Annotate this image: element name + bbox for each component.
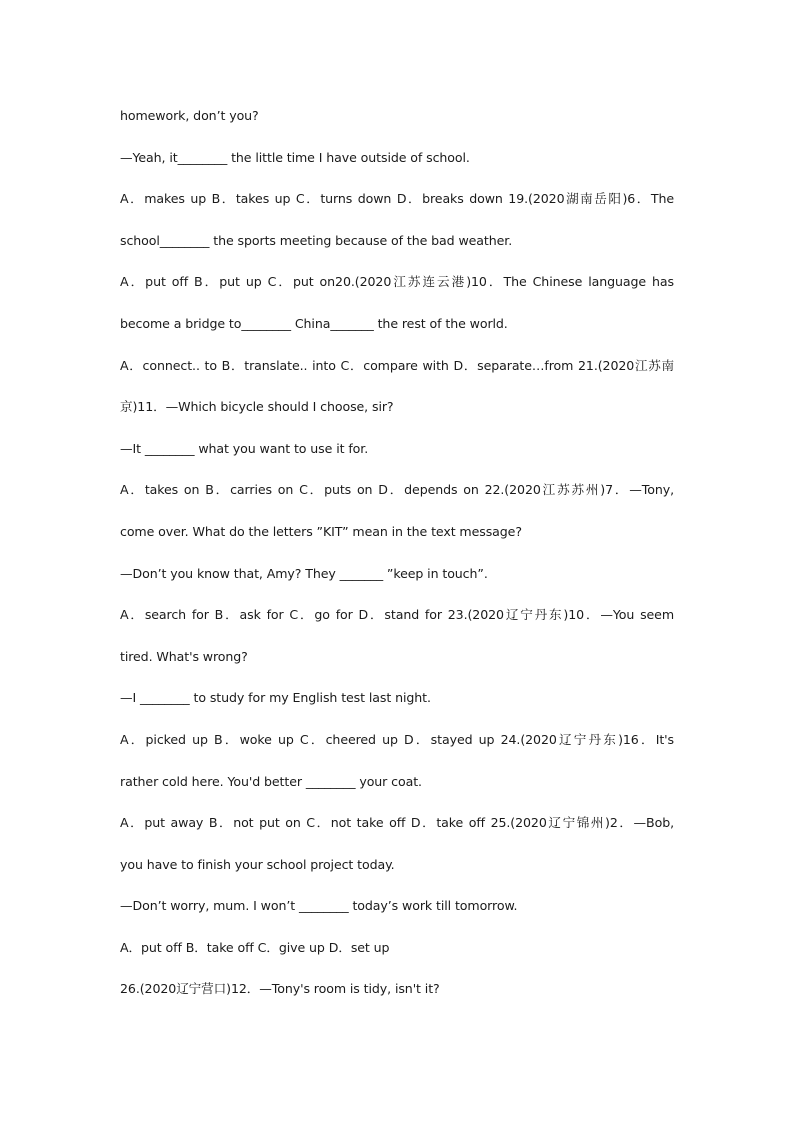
text-line-continuation: homework, don’t you? (120, 108, 259, 123)
text-line-options-q23: A．search for B．ask for C．go for D．stand for 23.(2020辽宁丹东)10．—You seem (120, 607, 674, 623)
text-line-question-q19: school________ the sports meeting because of the bad weather. (120, 232, 513, 248)
document-body (120, 103, 674, 1018)
text-line-answer-q23: —I ________ to study for my English test last night. (120, 690, 431, 706)
text-line-question-q25: you have to finish your school project today. (120, 856, 395, 872)
text-line-options-q19: A．makes up B．takes up C．turns down D．breaks down 19.(2020湖南岳阳)6．The (120, 191, 674, 207)
text-line-question-q21: 京)11．—Which bicycle should I choose, sir? (120, 399, 394, 415)
text-line-answer: —Yeah, it________ the little time I have outside of school. (120, 149, 470, 165)
text-line-options-q25: A．put away B．not put on C．not take off D．take off 25.(2020辽宁锦州)2．—Bob, (120, 815, 674, 831)
text-line-answer-q21: —It ________ what you want to use it for. (120, 440, 369, 456)
text-line-options-q20: A．put off B．put up C．put on20.(2020江苏连云港)10．The Chinese language has (120, 274, 674, 290)
text-line-options-q25-answers: A．put off B．take off C．give up D．set up (120, 939, 390, 955)
text-line-answer-q25: —Don’t worry, mum. I won’t ________ today’s work till tomorrow. (120, 898, 518, 914)
text-line-question-q26: 26.(2020辽宁营口)12．—Tony's room is tidy, isn't it? (120, 981, 440, 997)
text-line-options-q22: A．takes on B．carries on C．puts on D．depends on 22.(2020江苏苏州)7．—Tony, (120, 482, 674, 498)
text-line-question-q24: rather cold here. You'd better ________ your coat. (120, 773, 422, 789)
text-line-options-q24: A．picked up B．woke up C．cheered up D．stayed up 24.(2020辽宁丹东)16．It's (120, 731, 674, 747)
text-line-options-q21: A．connect.. to B．translate.. into C．compare with D．separate…from 21.(2020江苏南 (120, 357, 674, 373)
text-line-question-q20: become a bridge to________ China_______ the rest of the world. (120, 315, 508, 331)
text-line-answer-q22: —Don’t you know that, Amy? They _______ ”keep in touch”. (120, 565, 488, 581)
text-line-question-q22: come over. What do the letters ”KIT” mean in the text message? (120, 523, 522, 539)
text-line-question-q23: tired. What's wrong? (120, 648, 248, 664)
